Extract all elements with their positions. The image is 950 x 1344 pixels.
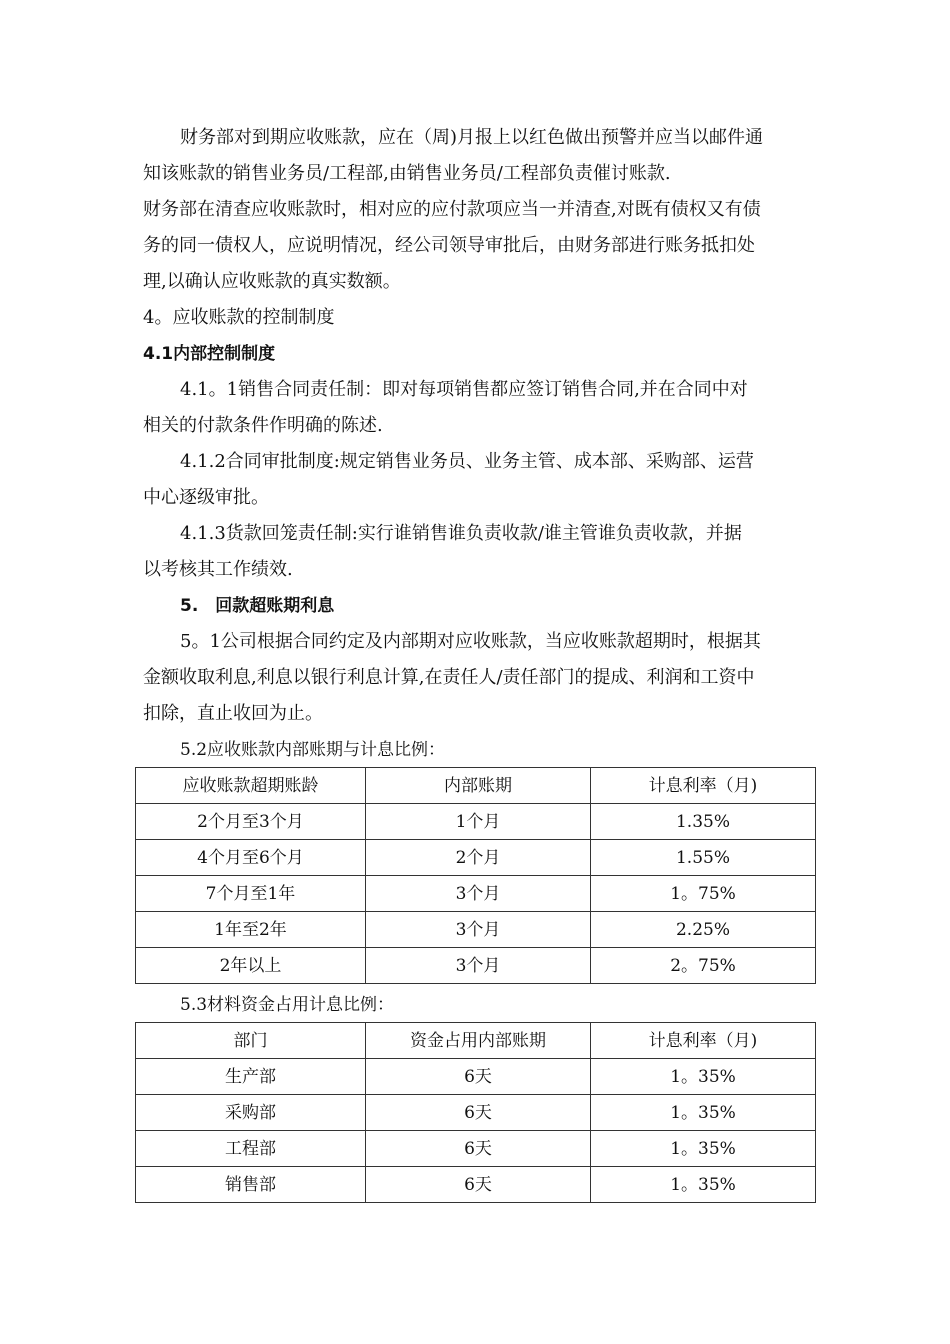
header-cell: 内部账期: [366, 768, 591, 804]
table-header-row: [136, 1023, 816, 1059]
table-cell: 采购部: [136, 1095, 366, 1131]
table-cell: 2个月至3个月: [136, 804, 366, 840]
table-cell: 1。35%: [591, 1095, 816, 1131]
paragraph-line: 4.1.3货款回笼责任制:实行谁销售谁负责收款/谁主管谁负责收款，并据: [180, 523, 742, 544]
table-caption: 5.3材料资金占用计息比例：: [180, 995, 395, 1015]
table-header-row: [136, 768, 816, 804]
material-fund-interest-table: [135, 1022, 816, 1203]
table-cell: 7个月至1年: [136, 876, 366, 912]
table-cell: 工程部: [136, 1131, 366, 1167]
table-cell: 3个月: [366, 912, 591, 948]
table-cell: 6天: [366, 1095, 591, 1131]
table-cell: 2。75%: [591, 948, 816, 984]
table-row: [136, 804, 816, 840]
header-cell: 应收账款超期账龄: [136, 768, 366, 804]
paragraph-line: 5。1公司根据合同约定及内部期对应收账款，当应收账款超期时，根据其: [180, 631, 761, 652]
paragraph-line: 4.1.2合同审批制度:规定销售业务员、业务主管、成本部、采购部、运营: [180, 451, 754, 472]
header-cell: 计息利率（月): [591, 768, 816, 804]
table-cell: 1.55%: [591, 840, 816, 876]
table-caption: 5.2应收账款内部账期与计息比例：: [180, 740, 446, 760]
receivable-interest-table: [135, 767, 816, 984]
table-cell: 6天: [366, 1059, 591, 1095]
table-cell: 1。35%: [591, 1167, 816, 1203]
table-cell: 3个月: [366, 948, 591, 984]
table-cell: 2年以上: [136, 948, 366, 984]
table-row: [136, 1095, 816, 1131]
paragraph-line: 务的同一债权人，应说明情况，经公司领导审批后，由财务部进行账务抵扣处: [143, 235, 755, 256]
table-cell: 1.35%: [591, 804, 816, 840]
table-row: [136, 1131, 816, 1167]
table-cell: 销售部: [136, 1167, 366, 1203]
table-row: [136, 912, 816, 948]
table-row: [136, 948, 816, 984]
paragraph-line: 金额收取利息,利息以银行利息计算,在责任人/责任部门的提成、利润和工资中: [143, 667, 755, 688]
table-cell: 2.25%: [591, 912, 816, 948]
paragraph-line: 中心逐级审批。: [143, 487, 269, 508]
paragraph-line: 以考核其工作绩效.: [143, 559, 293, 580]
table-cell: 2个月: [366, 840, 591, 876]
table-cell: 1。75%: [591, 876, 816, 912]
table-cell: 1。35%: [591, 1131, 816, 1167]
table-cell: 3个月: [366, 876, 591, 912]
section-heading: 5. 回款超账期利息: [180, 596, 335, 616]
table-cell: 6天: [366, 1131, 591, 1167]
paragraph-line: 财务部对到期应收账款，应在（周)月报上以红色做出预警并应当以邮件通: [180, 127, 764, 148]
paragraph-line: 财务部在清查应收账款时，相对应的应付款项应当一并清查,对既有债权又有债: [143, 199, 761, 220]
header-cell: 资金占用内部账期: [366, 1023, 591, 1059]
table-row: [136, 1167, 816, 1203]
table-row: [136, 876, 816, 912]
subsection-heading: 4.1内部控制制度: [143, 344, 276, 364]
header-cell: 部门: [136, 1023, 366, 1059]
section-heading: 4。应收账款的控制制度: [143, 307, 335, 328]
table-cell: 1个月: [366, 804, 591, 840]
paragraph-line: 4.1。1销售合同责任制：即对每项销售都应签订销售合同,并在合同中对: [180, 379, 748, 400]
paragraph-line: 知该账款的销售业务员/工程部,由销售业务员/工程部负责催讨账款.: [143, 163, 671, 184]
table-row: [136, 840, 816, 876]
table-cell: 6天: [366, 1167, 591, 1203]
paragraph-line: 扣除，直止收回为止。: [143, 703, 323, 724]
table-row: [136, 1059, 816, 1095]
table-cell: 1年至2年: [136, 912, 366, 948]
table-cell: 4个月至6个月: [136, 840, 366, 876]
paragraph-line: 相关的付款条件作明确的陈述.: [143, 415, 383, 436]
paragraph-line: 理,以确认应收账款的真实数额。: [143, 271, 401, 292]
table-cell: 生产部: [136, 1059, 366, 1095]
table-cell: 1。35%: [591, 1059, 816, 1095]
header-cell: 计息利率（月): [591, 1023, 816, 1059]
